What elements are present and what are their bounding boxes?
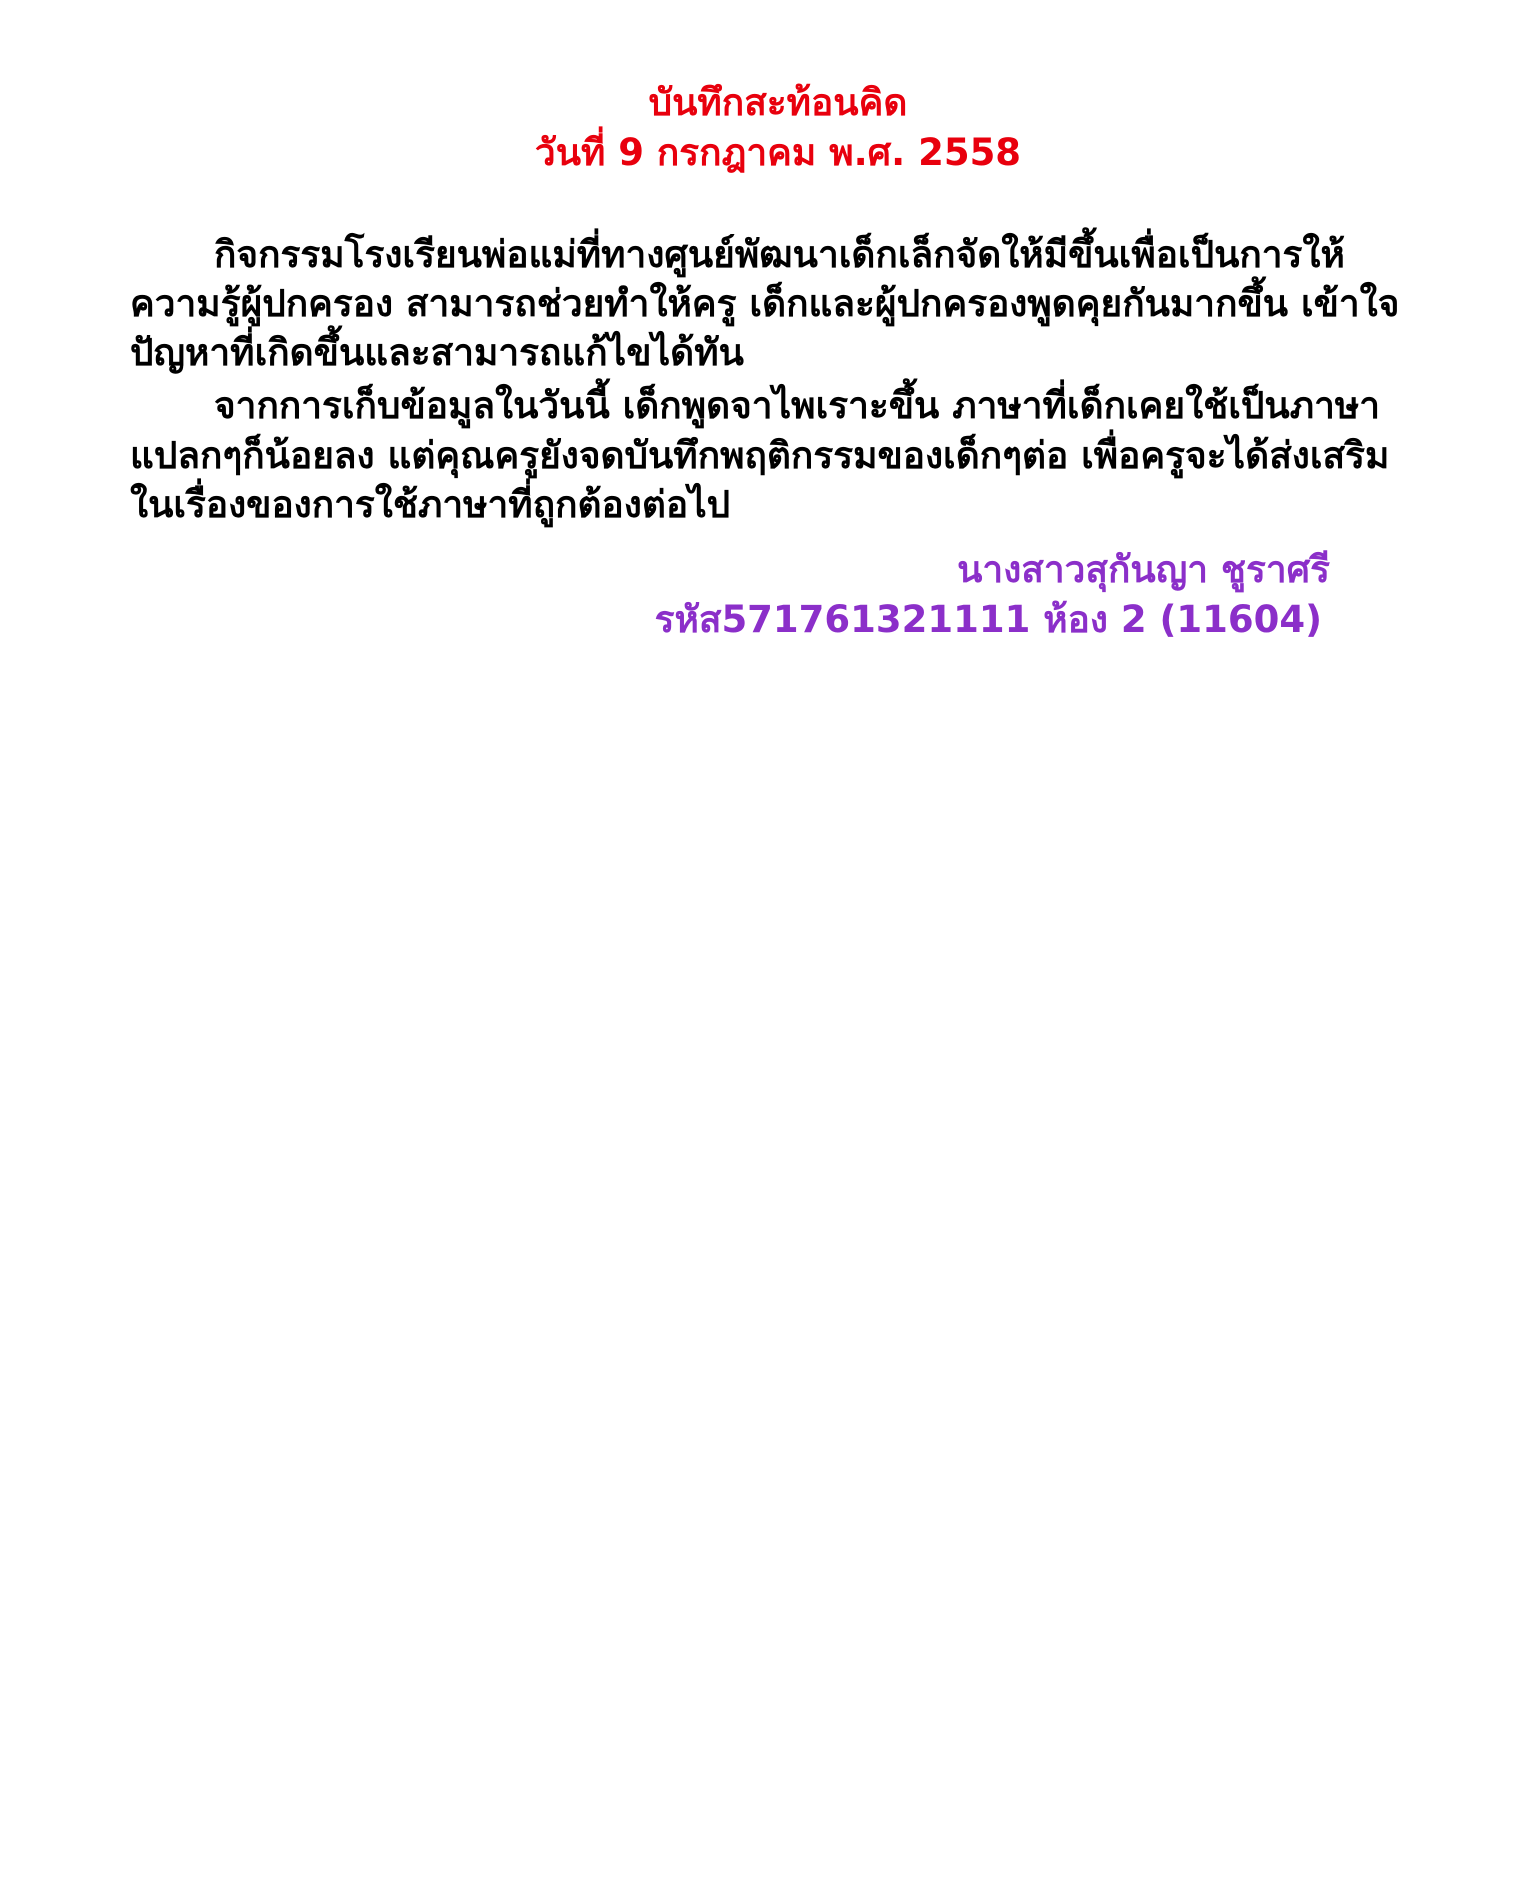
title-line-1: บันทึกสะท้อนคิด [648, 81, 908, 124]
document-title [130, 60, 1426, 178]
body-paragraph-1: กิจกรรมโรงเรียนพ่อแม่ที่ทางศูนย์พัฒนาเด็กเล็กจัดให้มีขึ้นเพื่อเป็นการให้ความรู้ผู้ปกครอง สามารถช่วยทำให้ครู เด็กและผู้ปกครองพูดคุยกันมากขึ้น เข้าใจปัญหาที่เกิดขึ้นและสามารถแก้ไขได้ทัน [130, 232, 1400, 375]
body-paragraph-2: จากการเก็บข้อมูลในวันนี้ เด็กพูดจาไพเราะขึ้น ภาษาที่เด็กเคยใช้เป็นภาษาแปลกๆก็น้อยลง แต่คุณครูยังจดบันทึกพฤติกรรมของเด็กๆต่อ เพื่อครูจะได้ส่งเสริมในเรื่องของการใช้ภาษาที่ถูกต้องต่อไป [130, 384, 1390, 526]
document-body [130, 230, 1426, 529]
title-line-2: วันที่ 9 กรกฎาคม พ.ศ. 2558 [534, 130, 1022, 174]
signature-block [130, 545, 1426, 645]
signature-code: รหัส571761321111 ห้อง 2 (11604) [654, 598, 1322, 642]
signature-name: นางสาวสุกันญา ชูราศรี [957, 548, 1330, 592]
